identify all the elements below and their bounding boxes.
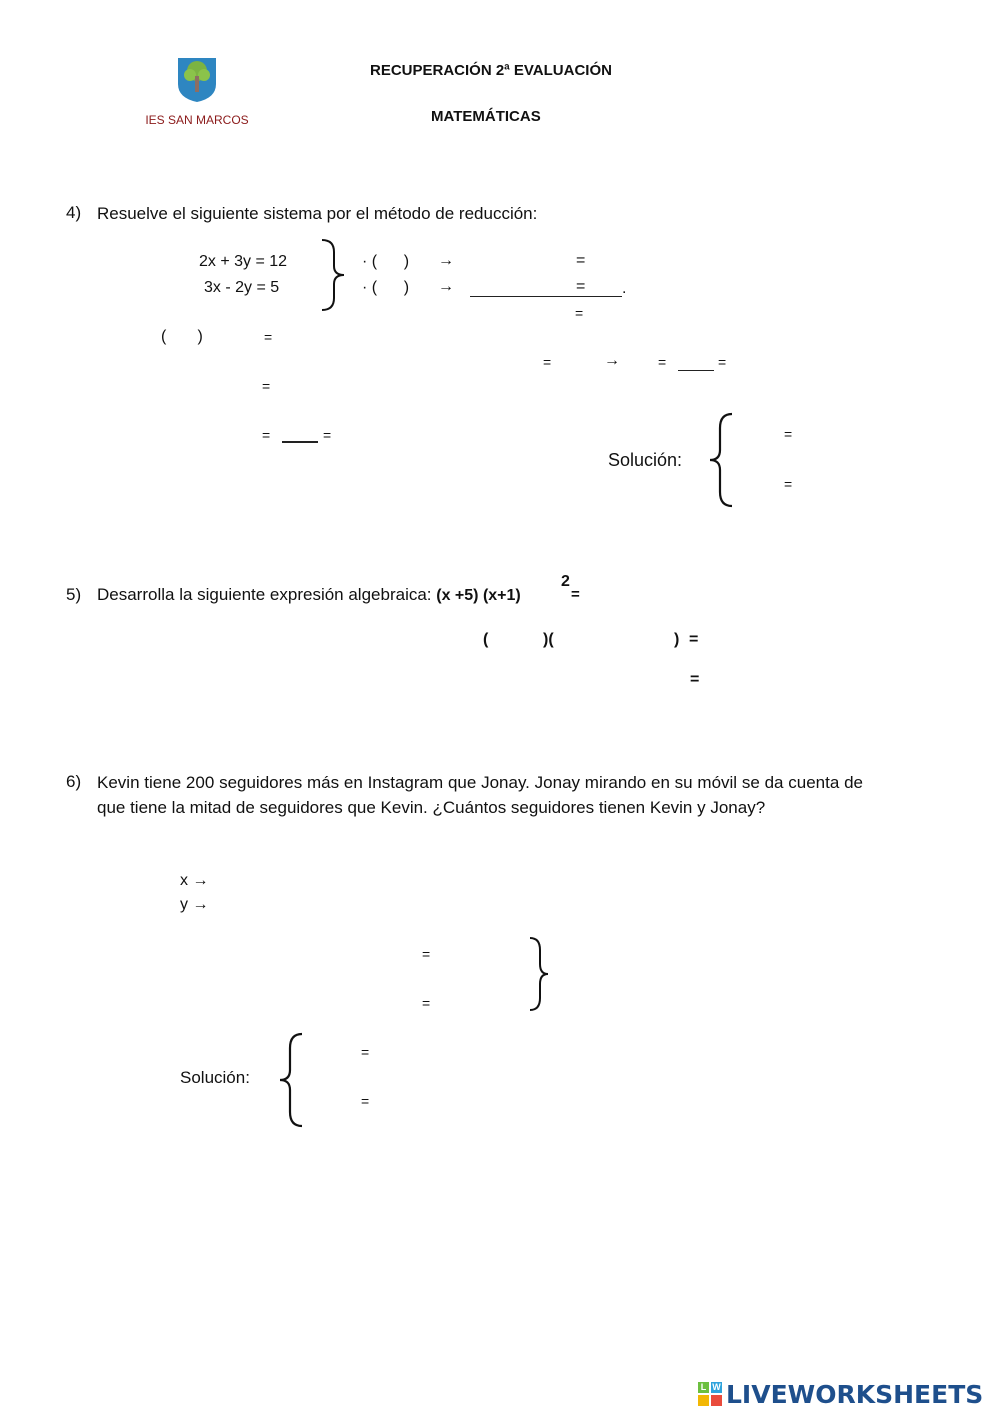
brand-name: LIVEWORKSHEETS: [726, 1379, 984, 1409]
right-arrow-icon: →: [438, 252, 454, 269]
right-brace-icon: [318, 238, 348, 312]
q5-trailing-equals: =: [571, 586, 580, 603]
subject-title: MATEMÁTICAS: [431, 108, 541, 125]
q4-multiplier-1[interactable]: · ( ): [362, 253, 410, 270]
q4-number: 4): [66, 203, 82, 222]
q5-number: 5): [66, 585, 82, 604]
q4-equation-1: 2x + 3y = 12: [199, 253, 288, 270]
brand-tile: [711, 1395, 722, 1406]
q4-equals: =: [575, 305, 584, 321]
q4-prompt: Resuelve el siguiente sistema por el método de reducción:: [97, 204, 538, 223]
right-arrow-icon: →: [604, 352, 620, 369]
liveworksheets-brand: [698, 1378, 983, 1410]
q6-solution-y-equals: =: [361, 1093, 370, 1109]
q5-equals: =: [689, 631, 699, 648]
q6-number: 6): [66, 772, 82, 791]
q4-equals: =: [576, 252, 586, 269]
brand-tiles-icon: [698, 1382, 722, 1406]
q4-equals: =: [718, 354, 727, 370]
q5-paren-left: (: [483, 631, 489, 648]
q5-prompt: Desarrolla la siguiente expresión algebraica:: [97, 585, 437, 604]
page-title: RECUPERACIÓN 2ª EVALUACIÓN: [370, 62, 612, 79]
q4-equals: =: [262, 378, 271, 394]
tree-logo-icon: [145, 54, 249, 104]
q4-equals: =: [576, 278, 586, 295]
right-arrow-icon: →: [438, 278, 454, 295]
q4-solution-label: Solución:: [608, 450, 683, 470]
left-brace-icon: [708, 412, 738, 508]
q6-equals: =: [422, 946, 431, 962]
q5-prompt-line: [97, 585, 521, 605]
q5-expression: (x +5) (x+1): [436, 587, 521, 604]
q6-solution-x-equals: =: [361, 1044, 370, 1060]
q6-var-x: x →: [180, 872, 209, 889]
q6-var-y: y →: [180, 896, 209, 913]
q4-multiplier-2[interactable]: · ( ): [362, 279, 410, 296]
q4-dot: .: [622, 280, 627, 297]
q5-exponent: 2: [561, 573, 570, 590]
brand-tile: L: [698, 1382, 709, 1393]
q6-text: Kevin tiene 200 seguidores más en Instagram que Jonay. Jonay mirando en su móvil se da cuenta de que tiene la mitad de seguidores que Kevin. ¿Cuántos seguidores tienen Kevin y Jonay?: [97, 773, 863, 817]
school-logo: [145, 54, 249, 126]
q4-equals: =: [658, 354, 667, 370]
q4-equals: =: [264, 329, 273, 345]
brand-tile: [698, 1395, 709, 1406]
sum-line: [470, 296, 622, 297]
q4-equals: =: [262, 427, 271, 443]
q6-solution-label: Solución:: [180, 1068, 250, 1087]
q4-solution-y-equals: =: [784, 476, 793, 492]
q4-solution-x-equals: =: [784, 426, 793, 442]
q5-paren-right: ): [674, 631, 680, 648]
q4-substitution-paren[interactable]: ( ): [161, 328, 203, 345]
q5-paren-mid: )(: [543, 631, 554, 648]
brand-tile: W: [712, 1382, 721, 1392]
right-brace-icon: [526, 936, 552, 1012]
q5-equals: =: [690, 671, 700, 688]
fraction-line: [678, 370, 714, 371]
q6-equals: =: [422, 995, 431, 1011]
fraction-line: [282, 441, 318, 443]
q4-equals: =: [543, 354, 552, 370]
q4-equation-2: 3x - 2y = 5: [204, 279, 280, 296]
left-brace-icon: [278, 1032, 308, 1128]
school-name: IES SAN MARCOS: [145, 113, 249, 127]
q4-equals: =: [323, 427, 332, 443]
